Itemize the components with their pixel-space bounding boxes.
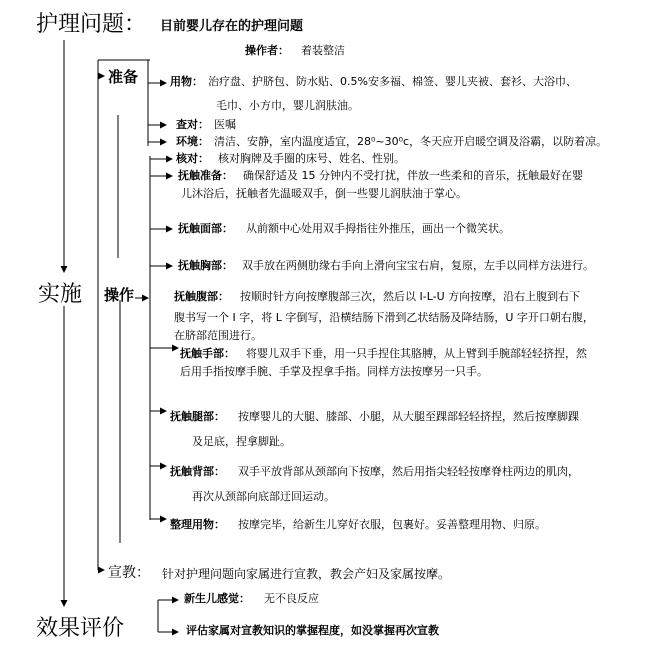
op-abdomen-line1: 按顺时针方向按摩腹部三次，然后以 I-L-U 方向按摩，沿右上腹到右下 xyxy=(240,290,581,303)
check-text: 医嘱 xyxy=(214,118,236,131)
op-chest-line1: 双手放在两侧肋缘右手向上滑向宝宝右肩，复原，左手以同样方法进行。 xyxy=(242,259,594,272)
op-face-line1: 从前额中心处用双手拇指往外推压，画出一个微笑状。 xyxy=(246,222,510,235)
op-prep-line2: 儿沐浴后，抚触者先温暖双手，倒一些婴儿润肤油于掌心。 xyxy=(181,187,467,200)
evaluation-label: 效果评价 xyxy=(36,616,125,641)
op-face-label: 抚触面部： xyxy=(178,222,233,235)
op-tidy-label: 整理用物： xyxy=(170,518,225,531)
eval-newborn-label: 新生儿感觉： xyxy=(184,592,250,605)
op-prep-line1: 确保舒适及 15 分钟内不受打扰，伴放一些柔和的音乐，抚触最好在婴 xyxy=(243,169,583,182)
op-leg-line1: 按摩婴儿的大腿、膝部、小腿，从大腿至踝部轻轻挤捏，然后按摩脚踝 xyxy=(238,410,579,423)
check-label: 查对： xyxy=(176,118,209,131)
operator-label: 操作者： xyxy=(245,44,289,57)
education-label: 宣教： xyxy=(108,565,150,581)
op-leg-label: 抚触腿部： xyxy=(170,410,225,423)
op-tidy-line1: 按摩完毕，给新生儿穿好衣服，包裹好。妥善整理用物、归原。 xyxy=(238,518,546,531)
title-label: 护理问题： xyxy=(36,12,147,37)
tools-line1: 治疗盘、护脐包、防水贴、0.5%安多福、棉签、婴儿夹被、套衫、大浴巾、 xyxy=(208,75,577,88)
op-back-label: 抚触背部： xyxy=(170,465,225,478)
op-hand-line1: 将婴儿双手下垂，用一只手捏住其胳膊，从上臂到手腕部轻轻挤捏，然 xyxy=(246,347,587,360)
op-back-line2: 再次从颈部向底部迂回运动。 xyxy=(192,490,335,503)
tools-line2: 毛巾、小方巾，婴儿润肤油。 xyxy=(216,99,359,112)
education-text: 针对护理问题向家属进行宣教，教会产妇及家属按摩。 xyxy=(162,567,451,581)
env-text: 清洁、安静，室内温度适宜，28⁰~30⁰c，冬天应开启暖空调及浴霸，以防着凉。 xyxy=(214,135,608,148)
op-check-line1: 核对胸牌及手圈的床号、姓名、性别。 xyxy=(218,152,405,165)
op-hand-label: 抚触手部： xyxy=(180,347,235,360)
op-hand-line2: 后用手指按摩手腕、手掌及捏拿手指。同样方法按摩另一只手。 xyxy=(180,365,488,378)
implement-label: 实施 xyxy=(38,282,83,307)
op-abdomen-label: 抚触腹部： xyxy=(174,290,229,303)
op-back-line1: 双手平放背部从颈部向下按摩，然后用指尖轻轻按摩脊柱两边的肌肉， xyxy=(238,465,579,478)
eval-newborn-text: 无不良反应 xyxy=(264,592,319,605)
tools-label: 用物： xyxy=(170,75,203,88)
op-abdomen-line2: 腹书写一个 I 字，将 L 字倒写，沿横结肠下滑到乙状结肠及降结肠，U 字开口朝右腹， xyxy=(174,311,594,324)
op-leg-line2: 及足底，捏拿脚趾。 xyxy=(192,435,291,448)
op-abdomen-line3: 在脐部范围进行。 xyxy=(174,329,262,342)
title-text: 目前婴儿存在的护理问题 xyxy=(160,19,304,34)
operate-label: 操作 xyxy=(104,286,135,304)
op-prep-label: 抚触准备： xyxy=(178,169,233,182)
env-label: 环境： xyxy=(176,135,209,148)
op-check-label: 核对： xyxy=(176,152,209,165)
prepare-label: 准备 xyxy=(108,68,139,86)
op-chest-label: 抚触胸部： xyxy=(178,259,233,272)
eval-family-label: 评估家属对宣教知识的掌握程度，如没掌握再次宣教 xyxy=(186,624,439,637)
operator-text: 着装整洁 xyxy=(301,44,345,57)
